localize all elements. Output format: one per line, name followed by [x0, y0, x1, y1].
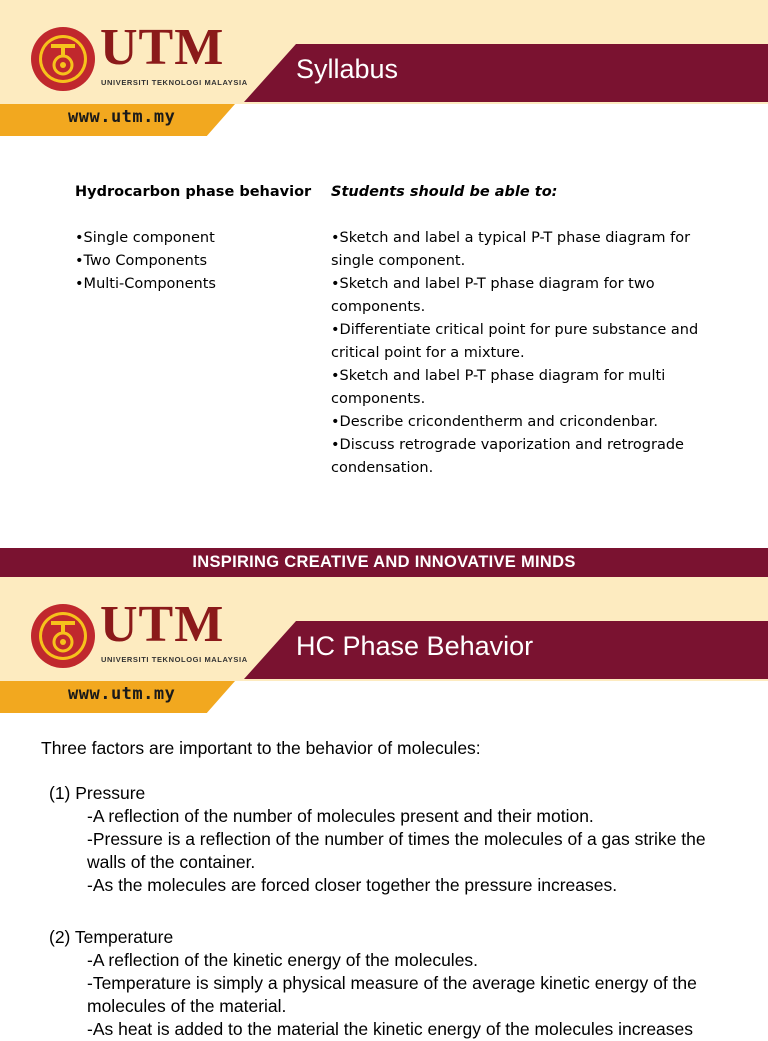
- topic-item: •Two Components: [75, 253, 208, 269]
- brand-logo-text: UTM: [100, 19, 225, 76]
- factor-line: -As heat is added to the material the kinetic energy of the molecules increases: [87, 1019, 694, 1039]
- outcome-item: •Discuss retrograde vaporization and retrograde condensation.: [331, 437, 684, 476]
- slide-title: HC Phase Behavior: [296, 631, 534, 661]
- website-url[interactable]: www.utm.my: [68, 107, 176, 127]
- factor-line: -As the molecules are forced closer together the pressure increases.: [87, 875, 618, 895]
- slide-header: [0, 0, 768, 136]
- topic-column: [75, 181, 325, 296]
- brand-subtitle: UNIVERSITI TEKNOLOGI MALAYSIA: [101, 655, 248, 664]
- slide-title: Syllabus: [296, 54, 399, 84]
- utm-crest-icon: [30, 26, 96, 92]
- factor-line: -A reflection of the kinetic energy of the molecules.: [87, 950, 479, 970]
- tagline-footer: INSPIRING CREATIVE AND INNOVATIVE MINDS: [0, 548, 768, 577]
- outcomes-column: [331, 181, 731, 480]
- outcome-item: •Differentiate critical point for pure substance and critical point for a mixture.: [331, 322, 699, 361]
- factor-line: -A reflection of the number of molecules present and their motion.: [87, 806, 594, 826]
- factor-line: -Pressure is a reflection of the number of times the molecules of a gas strike the walls of the container.: [87, 829, 706, 872]
- factor-heading: (1) Pressure: [49, 783, 146, 803]
- factor-temperature: [49, 926, 749, 1041]
- outcome-item: •Describe cricondentherm and cricondenbar.: [331, 414, 658, 430]
- topic-heading: Hydrocarbon phase behavior: [75, 184, 312, 200]
- slide-header: [0, 577, 768, 713]
- topic-item: •Multi-Components: [75, 276, 216, 292]
- intro-text: Three factors are important to the behavior of molecules:: [41, 738, 481, 758]
- outcome-item: •Sketch and label a typical P-T phase diagram for single component.: [331, 230, 691, 269]
- outcomes-heading: Students should be able to:: [331, 184, 558, 200]
- topic-item: •Single component: [75, 230, 215, 246]
- factor-pressure: [49, 782, 749, 897]
- website-url[interactable]: www.utm.my: [68, 684, 176, 704]
- outcome-item: •Sketch and label P-T phase diagram for multi components.: [331, 368, 666, 407]
- outcome-item: •Sketch and label P-T phase diagram for two components.: [331, 276, 655, 315]
- slide-hc-phase-behavior: [0, 577, 768, 1039]
- brand-subtitle: UNIVERSITI TEKNOLOGI MALAYSIA: [101, 78, 248, 87]
- factor-line: -Temperature is simply a physical measure of the average kinetic energy of the molecules of the material.: [87, 973, 697, 1016]
- brand-logo-text: UTM: [100, 596, 225, 653]
- factor-heading: (2) Temperature: [49, 927, 174, 947]
- utm-crest-icon: [30, 603, 96, 669]
